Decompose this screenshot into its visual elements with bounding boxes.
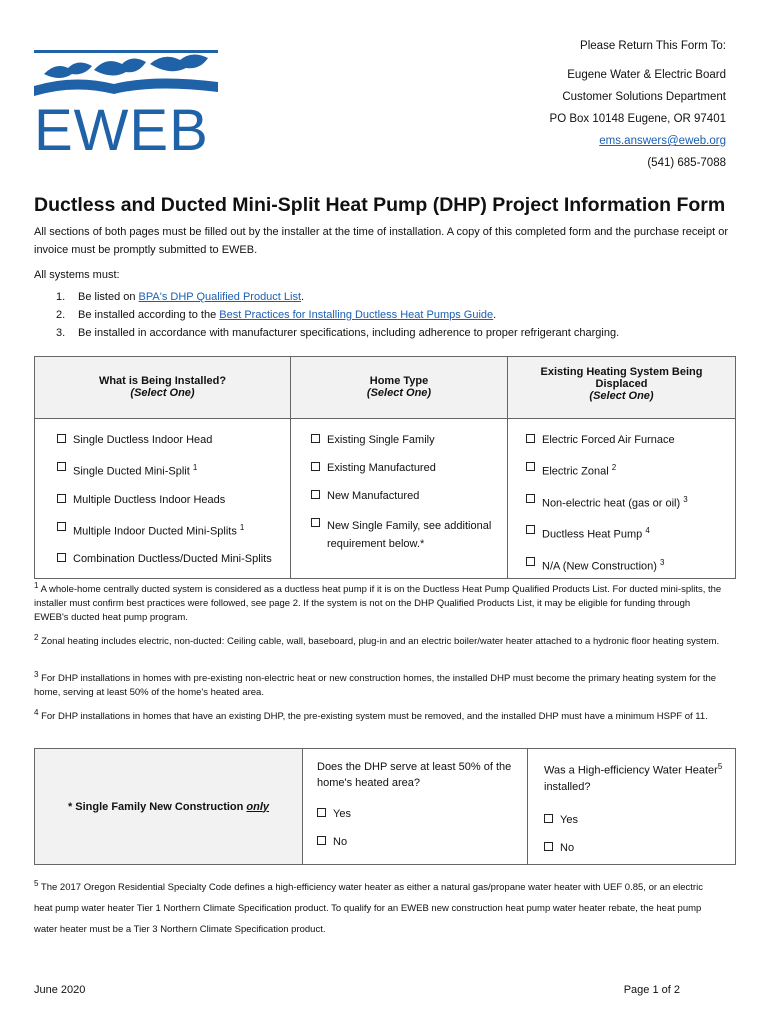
heat-option-na[interactable]: N/A (New Construction) $^3$	[526, 556, 727, 574]
home-option-existing-manufactured[interactable]: Existing Manufactured	[311, 461, 499, 475]
requirement-1: 1. Be listed on BPA's DHP Qualified Product List.	[56, 291, 305, 303]
col1-header: What is Being Installed? (Select One)	[35, 357, 291, 419]
footnote-4: $^4$ For DHP installations in homes that have an existing DHP, the pre-existing system must be removed, and the installed DHP must have a minimum HSPF of 11.	[34, 708, 708, 723]
question-50-percent: Does the DHP serve at least 50% of the home's heated area?	[317, 761, 512, 789]
return-heading: Please Return This Form To:	[580, 40, 726, 52]
best-practices-link[interactable]: Best Practices for Installing Ductless Heat Pumps Guide	[219, 309, 494, 321]
checkbox-icon[interactable]	[311, 518, 320, 527]
checkbox-icon[interactable]	[526, 525, 535, 534]
email-link[interactable]: ems.answers@eweb.org	[599, 135, 726, 147]
return-dept: Customer Solutions Department	[562, 91, 726, 103]
bpa-list-link[interactable]: BPA's DHP Qualified Product List	[138, 291, 302, 303]
home-option-new-single[interactable]: New Single Family, see additional requirement below.*	[311, 517, 497, 553]
heat-option-forced-air[interactable]: Electric Forced Air Furnace	[526, 433, 727, 447]
logo-wordmark: EWEB	[34, 98, 209, 163]
checkbox-icon[interactable]	[526, 434, 535, 443]
checkbox-icon[interactable]	[57, 434, 66, 443]
requirement-2: 2. Be installed according to the Best Practices for Installing Ductless Heat Pumps Guide.	[56, 309, 497, 321]
checkbox-icon[interactable]	[57, 494, 66, 503]
checkbox-icon[interactable]	[311, 434, 320, 443]
heat-option-ductless[interactable]: Ductless Heat Pump $^4$	[526, 524, 727, 542]
checkbox-icon[interactable]	[544, 842, 553, 851]
install-option-multi-ducted[interactable]: Multiple Indoor Ducted Mini-Splits $^1$	[57, 521, 282, 539]
checkbox-icon[interactable]	[311, 462, 320, 471]
page-number: Page 1 of 2	[623, 984, 680, 996]
footer-date: June 2020	[34, 984, 86, 996]
home-option-existing-single[interactable]: Existing Single Family	[311, 433, 499, 447]
footnote-3: $^3$ For DHP installations in homes with pre-existing non-electric heat or new construction homes, the installed DHP must become the primary heating system for the home, serving at least 50% of the home's heated area.	[34, 670, 717, 699]
checkbox-icon[interactable]	[526, 494, 535, 503]
question-water-heater: Was a High-efficiency Water Heater$^5$ installed?	[544, 762, 723, 793]
col3-header: Existing Heating System Being Displaced (Select One)	[508, 357, 736, 419]
page-title: Ductless and Ducted Mini-Split Heat Pump (DHP) Project Information Form	[34, 194, 726, 216]
heat-option-non-electric[interactable]: Non-electric heat (gas or oil) $^3$	[526, 493, 727, 511]
q1-yes-option[interactable]: Yes	[317, 807, 517, 821]
checkbox-icon[interactable]	[526, 557, 535, 566]
checkbox-icon[interactable]	[57, 553, 66, 562]
checkbox-icon[interactable]	[57, 522, 66, 531]
checkbox-icon[interactable]	[544, 814, 553, 823]
q2-no-option[interactable]: No	[544, 841, 725, 855]
new-construction-label: * Single Family New Construction only	[35, 749, 303, 865]
footnote-1: $^1$ A whole-home centrally ducted system is considered as a ductless heat pump if it is on the Ductless Heat Pump Qualified Products List. For ducted mini-splits, the installer must confirm best practices were followed, see page 2. If the system is not on the DHP Qualified Products List, it may be eligible for funding through EWEB's ducted heat pump program.	[34, 581, 722, 624]
install-option-combination[interactable]: Combination Ductless/Ducted Mini-Splits	[57, 552, 282, 566]
phone-number: (541) 685-7088	[647, 157, 726, 169]
checkbox-icon[interactable]	[317, 808, 326, 817]
heat-option-zonal[interactable]: Electric Zonal $^2$	[526, 461, 727, 479]
home-option-new-manufactured[interactable]: New Manufactured	[311, 489, 499, 503]
install-option-single-ducted[interactable]: Single Ducted Mini-Split $^1$	[57, 461, 282, 479]
footnote-5: $^5$ The 2017 Oregon Residential Specialty Code defines a high-efficiency water heater as either a natural gas/propane water heater with UEF 0.85, or an electric heat pump water heater Tier 1 Northern Climate Specification product. To qualify for an EWEB new construction heat pump water heater rebate, the heat pump water heater must be a Tier 3 Northern Climate Specification product.	[34, 879, 703, 936]
selection-table	[34, 356, 736, 579]
install-option-multi-ductless[interactable]: Multiple Ductless Indoor Heads	[57, 493, 282, 507]
install-option-single-ductless[interactable]: Single Ductless Indoor Head	[57, 433, 282, 447]
systems-label: All systems must:	[34, 269, 120, 281]
new-construction-table	[34, 748, 736, 865]
requirement-3: 3. Be installed in accordance with manufacturer specifications, including adherence to proper refrigerant charging.	[56, 327, 620, 339]
return-org: Eugene Water & Electric Board	[567, 69, 726, 81]
q1-no-option[interactable]: No	[317, 835, 517, 849]
q2-yes-option[interactable]: Yes	[544, 813, 725, 827]
checkbox-icon[interactable]	[526, 462, 535, 471]
footnote-2: $^2$ Zonal heating includes electric, non-ducted: Ceiling cable, wall, baseboard, plug-in and an electric boiler/water heater attached to a hydronic floor heating system.	[34, 633, 720, 648]
checkbox-icon[interactable]	[57, 462, 66, 471]
col2-header: Home Type (Select One)	[291, 357, 508, 419]
intro-paragraph: All sections of both pages must be filled out by the installer at the time of installation. A copy of this completed form and the purchase receipt or invoice must be promptly submitted to EWEB.	[34, 226, 728, 256]
return-address: PO Box 10148 Eugene, OR 97401	[549, 113, 726, 125]
checkbox-icon[interactable]	[317, 836, 326, 845]
checkbox-icon[interactable]	[311, 490, 320, 499]
